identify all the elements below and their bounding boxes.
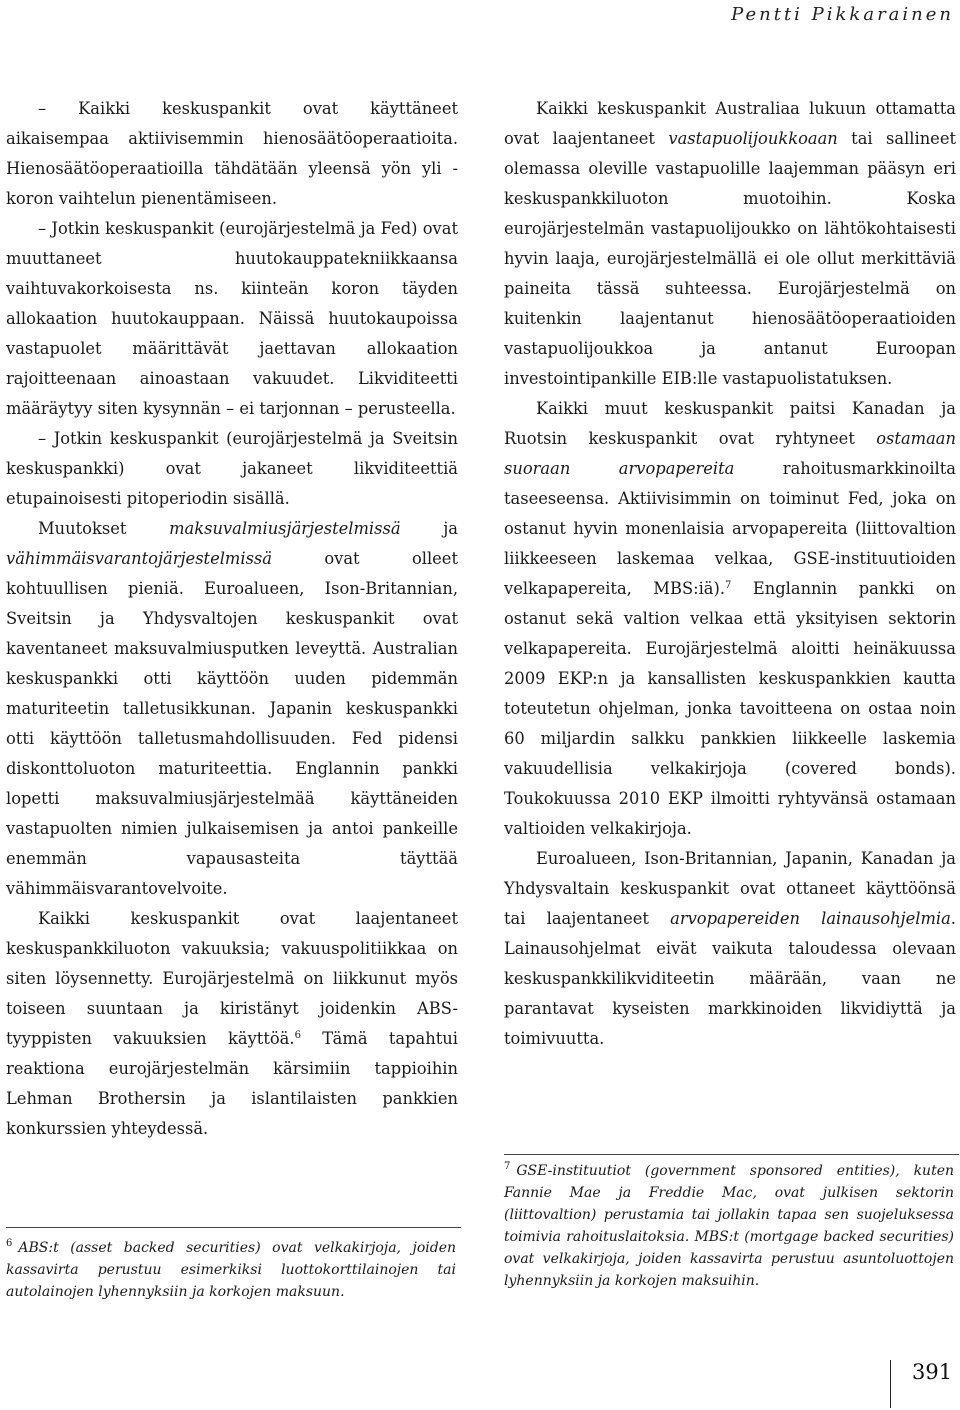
footnote-ref-7[interactable]: 7 — [725, 580, 732, 591]
footnote-7 — [504, 1160, 954, 1292]
text-run: Englannin pankki on ostanut sekä valtion velkaa että yksityisen sektorin velkapapereita. Eurojärjestelmä aloitti heinäkuussa 2009 EKP:n ja kansallisten keskuspankkien kautta toteutetun ohjelman, jonka tavoitteena on ostaa noin 60 miljardin salkku pankkien liikkeelle laskemia vakuudellisia velkakirjoja (covered bonds). Toukokuussa 2010 EKP ilmoitti ryhtyvänsä ostamaan valtioiden velkakirjoja. — [504, 579, 956, 838]
text-run: Muutokset — [38, 519, 170, 538]
footnote-divider — [6, 1227, 461, 1228]
emphasis: arvopapereiden lainausohjelmia — [670, 909, 951, 928]
paragraph — [504, 94, 956, 394]
paragraph — [504, 844, 956, 1054]
page-number: 391 — [912, 1360, 953, 1384]
emphasis: ostamaan suoraan arvopapereita — [504, 429, 956, 478]
left-column — [6, 94, 458, 1144]
footnote-6 — [6, 1237, 456, 1303]
paragraph — [504, 394, 956, 844]
footnote-divider — [504, 1154, 959, 1155]
text-run: ovat olleet kohtuullisen pieniä. Euroalueen, Ison-Britannian, Sveitsin ja Yhdysvaltojen keskuspankit ovat kaventaneet maksuvalmiusputken leveyttä. Australian keskuspankki otti käyttöön uuden pidemmän maturiteetin talletusikkunan. Japanin keskuspankki otti käyttöön talletusmahdollisuuden. Fed pidensi diskonttoluoton maturiteettia. Englannin pankki lopetti maksuvalmiusjärjestelmää käyttäneiden vastapuolten nimien julkaisemisen ja antoi pankeille enemmän vapausasteita täyttää vähimmäisvarantovelvoite. — [6, 549, 458, 898]
text-run: Tämä tapahtui reaktiona eurojärjestelmän kärsimiin tappioihin Lehman Brothersin ja islantilaisten pankkien konkurssien yhteydessä. — [6, 1029, 458, 1138]
footnote-text: ABS:t (asset backed securities) ovat velkakirjoja, joiden kassavirta perustuu esimerkiksi luottokorttilainojen tai autolainojen lyhennyksiin ja korkojen maksuun. — [6, 1240, 456, 1300]
paragraph: – Kaikki keskuspankit ovat käyttäneet aikaisempaa aktiivisemmin hienosäätöoperaatioita. Hienosäätöoperaatioilla tähdätään yleensä yön yli -koron vaihtelun pienentämiseen. — [6, 99, 458, 208]
paragraph: – Jotkin keskuspankit (eurojärjestelmä ja Sveitsin keskuspankki) ovat jakaneet likviditeettiä etupainoisesti pitoperiodin sisällä. — [6, 429, 458, 508]
text-run: Kaikki muut keskuspankit paitsi Kanadan ja Ruotsin keskuspankit ovat ryhtyneet — [504, 399, 956, 448]
text-run: Euroalueen, Ison-Britannian, Japanin, Kanadan ja Yhdysvaltain keskuspankit ovat ottaneet käyttöönsä tai laajentaneet — [504, 849, 956, 928]
footnote-ref-6[interactable]: 6 — [294, 1030, 301, 1041]
paragraph — [6, 904, 458, 1144]
footnote-text: GSE-instituutiot (government sponsored entities), kuten Fannie Mae ja Freddie Mac, ovat julkisen sektorin (liittovaltion) perustamia tai jollakin tapaa sen suojeluksessa toimivia rahoituslaitoksia. MBS:t (mortgage backed securities) ovat velkakirjoja, joiden kassavirta perustuu asuntoluottojen lyhennyksiin ja korkojen maksuihin. — [504, 1163, 954, 1289]
text-run: ja — [400, 519, 459, 538]
footnote-number: 6 — [6, 1238, 13, 1249]
emphasis: vastapuolijoukkoaan — [668, 129, 838, 148]
emphasis: maksuvalmiusjärjestelmissä — [169, 519, 401, 538]
page-number-divider — [890, 1360, 891, 1408]
right-column — [504, 94, 956, 1054]
text-run: Kaikki keskuspankit Australiaa lukuun ottamatta ovat laajentaneet — [504, 99, 956, 148]
text-run: rahoitusmarkkinoilta taseeseensa. Aktiivisimmin on toiminut Fed, joka on ostanut hyvin monenlaisia arvopapereita (liittovaltion liikkeeseen laskemaa velkaa, GSE-instituutioiden velkapapereita, MBS:iä). — [504, 459, 956, 598]
text-run: Kaikki keskuspankit ovat laajentaneet keskuspankkiluoton vakuuksia; vakuuspolitiikkaa on siten löysennetty. Eurojärjestelmä on liikkunut myös toiseen suuntaan ja kiristänyt joidenkin ABS-tyyppisten vakuuksien käyttöä. — [6, 909, 458, 1048]
paragraph: – Jotkin keskuspankit (eurojärjestelmä ja Fed) ovat muuttaneet huutokauppatekniikkaansa vaihtuvakorkoisesta ns. kiinteän koron täyden allokaation huutokauppaan. Näissä huutokaupoissa vastapuolet määrittävät jaettavan allokaation rajoitteenaan ainoastaan vakuudet. Likviditeetti määräytyy siten kysynnän – ei tarjonnan – perusteella. — [6, 219, 458, 418]
emphasis: vähimmäisvarantojärjestelmissä — [6, 549, 272, 568]
text-run: . Lainausohjelmat eivät vaikuta taloudessa olevaan keskuspankkilikviditeetin määrään, vaan ne parantavat kyseisten markkinoiden likvidiyttä ja toimivuutta. — [504, 909, 956, 1048]
running-head-author: Pentti Pikkarainen — [731, 4, 954, 25]
paragraph — [6, 514, 458, 904]
footnote-number: 7 — [504, 1161, 511, 1172]
text-run: tai sallineet olemassa oleville vastapuolille laajemman pääsyn eri keskuspankkiluoton muotoihin. Koska eurojärjestelmän vastapuolijoukko on lähtökohtaisesti hyvin laaja, eurojärjestelmällä ei ole ollut merkittäviä paineita tässä suhteessa. Eurojärjestelmä on kuitenkin laajentanut hienosäätöoperaatioiden vastapuolijoukkoa ja antanut Euroopan investointipankille EIB:lle vastapuolistatuksen. — [504, 129, 956, 388]
